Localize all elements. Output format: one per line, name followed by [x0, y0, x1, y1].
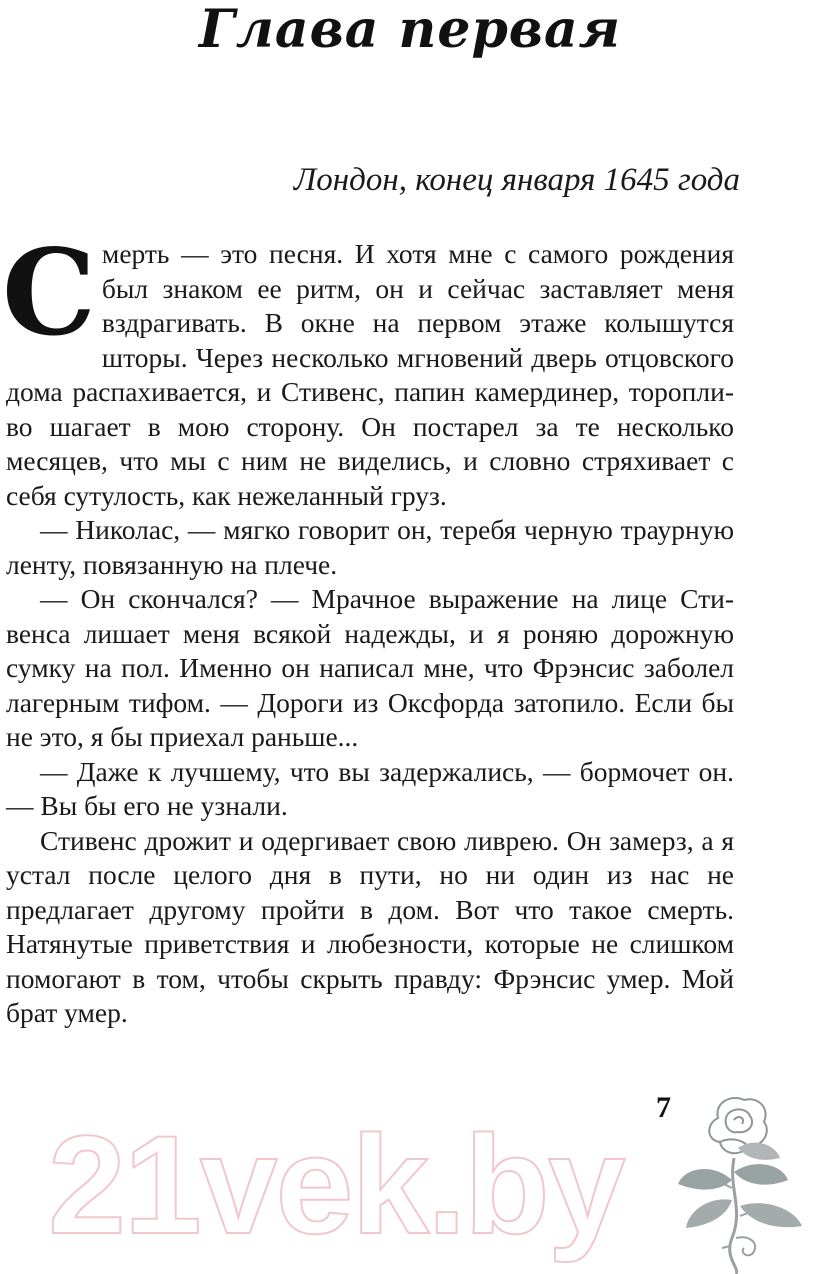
dropcap-letter: С	[2, 223, 96, 362]
place-date-subtitle: Лондон, конец января 1645 года	[293, 162, 740, 198]
page-number: 7	[656, 1091, 671, 1124]
paragraph-1	[2, 223, 734, 513]
chapter-text	[2, 223, 734, 1031]
rose-icon	[648, 1088, 820, 1274]
paragraph-4: — Даже к лучшему, что вы задержались, — бормочет он. — Вы бы его не узнали.	[6, 755, 734, 821]
paragraph-3: — Он скончался? — Мрачное выражение на лице Стивенса лишает меня всякой надежды, и я роняю дорожную сумку на пол. Именно он написал мне, что Фрэнсис заболел лагерным тифом. — Дороги из Оксфорда затопило. Если бы не это, я бы приехал раньше...	[6, 583, 734, 752]
chapter-title: Глава первая	[198, 0, 622, 60]
paragraph-2: — Николас, — мягко говорит он, теребя черную траурную ленту, повязанную на плече.	[6, 514, 734, 580]
paragraph-5: Стивенс дрожит и одергивает свою ливрею. Он замерз, а я устал после целого дня в пути, но ни один из нас не предлагает другому пройти в дом. Вот что такое смерть. Натянутые приветствия и любезности, которые не слишком помогают в том, чтобы скрыть правду: Фрэнсис умер. Мой брат умер.	[6, 824, 734, 1028]
paragraph-1-text: мерть — это песня. И хотя мне с самого рождения был знаком ее ритм, он и сейчас заставляет меня вздрагивать. В окне на первом этаже колышутся шторы. Через несколько мгновений дверь отцовского дома распахивается, и Стивенс, папин камердинер, торопливо шагает в мою сторону. Он постарел за те несколько месяцев, что мы с ним не виделись, и словно стряхивает с себя сутулость, как нежеланный груз.	[6, 238, 734, 511]
watermark: 21vek.by	[48, 1106, 624, 1263]
